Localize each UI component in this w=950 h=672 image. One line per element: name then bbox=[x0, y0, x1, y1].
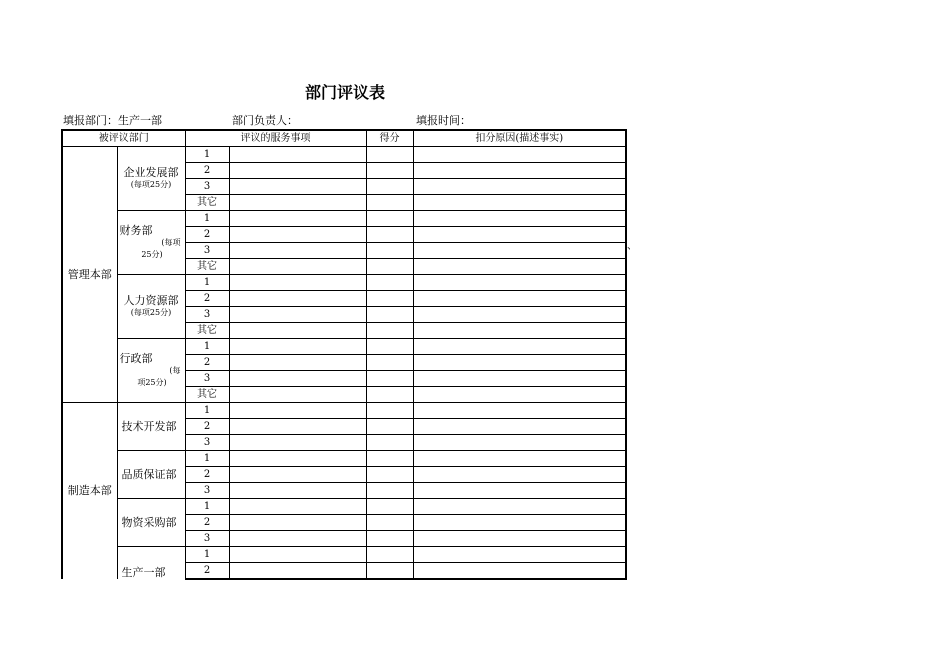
score-cell[interactable] bbox=[366, 499, 413, 515]
reason-cell[interactable] bbox=[413, 147, 626, 163]
row-other-label: 其它 bbox=[185, 387, 229, 403]
row-number: 1 bbox=[185, 147, 229, 163]
table-row bbox=[62, 211, 626, 227]
reason-cell[interactable] bbox=[413, 499, 626, 515]
row-number: 2 bbox=[185, 467, 229, 483]
item-cell[interactable] bbox=[229, 163, 366, 179]
score-cell[interactable] bbox=[366, 163, 413, 179]
row-other-label: 其它 bbox=[185, 195, 229, 211]
subdept-enterprise-dev: 企业发展部 (每项25分) bbox=[117, 147, 185, 211]
score-cell[interactable] bbox=[366, 435, 413, 451]
score-cell[interactable] bbox=[366, 531, 413, 547]
item-cell[interactable] bbox=[229, 531, 366, 547]
subdept-production1: 生产一部 bbox=[117, 547, 185, 580]
score-cell[interactable] bbox=[366, 371, 413, 387]
item-cell[interactable] bbox=[229, 387, 366, 403]
reason-cell[interactable] bbox=[413, 371, 626, 387]
row-number: 3 bbox=[185, 179, 229, 195]
score-cell[interactable] bbox=[366, 339, 413, 355]
score-cell[interactable] bbox=[366, 387, 413, 403]
item-cell[interactable] bbox=[229, 355, 366, 371]
row-number: 3 bbox=[185, 483, 229, 499]
score-cell[interactable] bbox=[366, 403, 413, 419]
item-cell[interactable] bbox=[229, 563, 366, 580]
score-cell[interactable] bbox=[366, 451, 413, 467]
score-cell[interactable] bbox=[366, 547, 413, 563]
score-cell[interactable] bbox=[366, 483, 413, 499]
score-cell[interactable] bbox=[366, 323, 413, 339]
reason-cell[interactable] bbox=[413, 179, 626, 195]
reason-cell[interactable] bbox=[413, 515, 626, 531]
score-cell[interactable] bbox=[366, 179, 413, 195]
row-number: 1 bbox=[185, 499, 229, 515]
item-cell[interactable] bbox=[229, 403, 366, 419]
stray-mark: 、 bbox=[627, 241, 637, 252]
header-score: 得分 bbox=[366, 130, 413, 147]
reason-cell[interactable] bbox=[413, 467, 626, 483]
score-cell[interactable] bbox=[366, 195, 413, 211]
item-cell[interactable] bbox=[229, 451, 366, 467]
item-cell[interactable] bbox=[229, 339, 366, 355]
evaluation-table bbox=[61, 129, 627, 580]
item-cell[interactable] bbox=[229, 243, 366, 259]
score-cell[interactable] bbox=[366, 291, 413, 307]
row-number: 3 bbox=[185, 307, 229, 323]
item-cell[interactable] bbox=[229, 211, 366, 227]
row-other-label: 其它 bbox=[185, 323, 229, 339]
reason-cell[interactable] bbox=[413, 163, 626, 179]
score-cell[interactable] bbox=[366, 563, 413, 580]
row-number: 1 bbox=[185, 339, 229, 355]
reason-cell[interactable] bbox=[413, 275, 626, 291]
item-cell[interactable] bbox=[229, 515, 366, 531]
row-number: 2 bbox=[185, 563, 229, 580]
reason-cell[interactable] bbox=[413, 355, 626, 371]
reason-cell[interactable] bbox=[413, 195, 626, 211]
item-cell[interactable] bbox=[229, 259, 366, 275]
reason-cell[interactable] bbox=[413, 419, 626, 435]
reason-cell[interactable] bbox=[413, 227, 626, 243]
reason-cell[interactable] bbox=[413, 563, 626, 580]
item-cell[interactable] bbox=[229, 547, 366, 563]
table-row bbox=[62, 547, 626, 563]
row-number: 2 bbox=[185, 291, 229, 307]
reason-cell[interactable] bbox=[413, 211, 626, 227]
item-cell[interactable] bbox=[229, 435, 366, 451]
score-cell[interactable] bbox=[366, 259, 413, 275]
header-dept: 被评议部门 bbox=[62, 130, 185, 147]
row-number: 1 bbox=[185, 451, 229, 467]
row-number: 2 bbox=[185, 355, 229, 371]
subdept-hr: 人力资源部 (每项25分) bbox=[117, 275, 185, 339]
group-management: 管理本部 bbox=[62, 147, 117, 403]
reason-cell[interactable] bbox=[413, 323, 626, 339]
item-cell[interactable] bbox=[229, 419, 366, 435]
page-title: 部门评议表 bbox=[304, 83, 385, 102]
reason-cell[interactable] bbox=[413, 547, 626, 563]
row-number: 3 bbox=[185, 435, 229, 451]
reason-cell[interactable] bbox=[413, 307, 626, 323]
row-number: 3 bbox=[185, 371, 229, 387]
reason-cell[interactable] bbox=[413, 451, 626, 467]
item-cell[interactable] bbox=[229, 195, 366, 211]
reason-cell[interactable] bbox=[413, 243, 626, 259]
row-number: 1 bbox=[185, 547, 229, 563]
row-other-label: 其它 bbox=[185, 259, 229, 275]
item-cell[interactable] bbox=[229, 291, 366, 307]
subdept-procurement: 物资采购部 bbox=[117, 499, 185, 547]
row-number: 2 bbox=[185, 515, 229, 531]
row-number: 2 bbox=[185, 419, 229, 435]
score-cell[interactable] bbox=[366, 419, 413, 435]
item-cell[interactable] bbox=[229, 147, 366, 163]
row-number: 1 bbox=[185, 403, 229, 419]
table-row bbox=[62, 403, 626, 419]
item-cell[interactable] bbox=[229, 499, 366, 515]
score-cell[interactable] bbox=[366, 355, 413, 371]
item-cell[interactable] bbox=[229, 307, 366, 323]
table-row bbox=[62, 147, 626, 163]
header-items: 评议的服务事项 bbox=[185, 130, 366, 147]
row-number: 3 bbox=[185, 531, 229, 547]
row-number: 2 bbox=[185, 227, 229, 243]
reason-cell[interactable] bbox=[413, 435, 626, 451]
item-cell[interactable] bbox=[229, 371, 366, 387]
item-cell[interactable] bbox=[229, 323, 366, 339]
header-row bbox=[62, 130, 626, 147]
score-cell[interactable] bbox=[366, 467, 413, 483]
score-cell[interactable] bbox=[366, 211, 413, 227]
fill-dept-label: 填报部门：生产一部 bbox=[63, 114, 162, 127]
reason-cell[interactable] bbox=[413, 387, 626, 403]
item-cell[interactable] bbox=[229, 227, 366, 243]
score-cell[interactable] bbox=[366, 227, 413, 243]
subdept-quality: 品质保证部 bbox=[117, 451, 185, 499]
item-cell[interactable] bbox=[229, 467, 366, 483]
score-cell[interactable] bbox=[366, 147, 413, 163]
item-cell[interactable] bbox=[229, 483, 366, 499]
item-cell[interactable] bbox=[229, 179, 366, 195]
reason-cell[interactable] bbox=[413, 339, 626, 355]
table-row bbox=[62, 499, 626, 515]
row-number: 1 bbox=[185, 275, 229, 291]
subdept-admin: 行政部 (每 项25分) bbox=[117, 339, 185, 403]
row-number: 3 bbox=[185, 243, 229, 259]
table-row bbox=[62, 339, 626, 355]
row-number: 1 bbox=[185, 211, 229, 227]
reason-cell[interactable] bbox=[413, 531, 626, 547]
score-cell[interactable] bbox=[366, 307, 413, 323]
score-cell[interactable] bbox=[366, 515, 413, 531]
score-cell[interactable] bbox=[366, 275, 413, 291]
score-cell[interactable] bbox=[366, 243, 413, 259]
item-cell[interactable] bbox=[229, 275, 366, 291]
reason-cell[interactable] bbox=[413, 291, 626, 307]
table-row bbox=[62, 275, 626, 291]
group-manufacturing: 制造本部 bbox=[62, 403, 117, 580]
subdept-finance: 财务部 (每项 25分) bbox=[117, 211, 185, 275]
reason-cell[interactable] bbox=[413, 403, 626, 419]
reason-cell[interactable] bbox=[413, 483, 626, 499]
reason-cell[interactable] bbox=[413, 259, 626, 275]
table-row bbox=[62, 451, 626, 467]
subdept-tech-dev: 技术开发部 bbox=[117, 403, 185, 451]
row-number: 2 bbox=[185, 163, 229, 179]
dept-head-label: 部门负责人： bbox=[232, 114, 298, 127]
fill-time-label: 填报时间： bbox=[416, 114, 471, 127]
header-reason: 扣分原因(描述事实) bbox=[413, 130, 626, 147]
